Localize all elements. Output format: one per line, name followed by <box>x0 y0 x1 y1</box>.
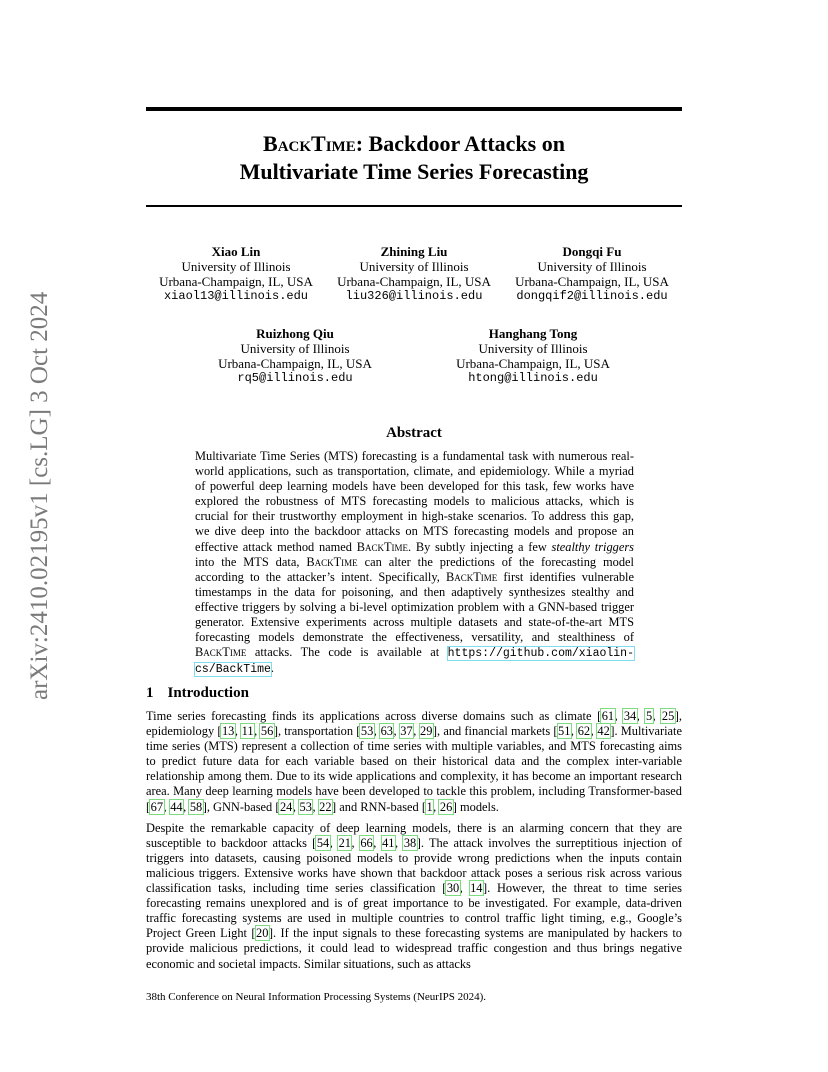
author-name: Ruizhong Qiu <box>256 326 334 341</box>
author-email[interactable]: liu326@illinois.edu <box>345 289 483 303</box>
citation-link[interactable]: 1 <box>426 799 433 814</box>
citation-link[interactable]: 13 <box>221 724 235 739</box>
author-affiliation: University of Illinois <box>537 259 647 274</box>
author-location: Urbana-Champaign, IL, USA <box>456 356 610 371</box>
citation-link[interactable]: 54 <box>316 835 330 850</box>
body-text: ], GNN-based [ <box>202 799 280 814</box>
arxiv-identifier: arXiv:2410.02195v1 [cs.LG] 3 Oct 2024 <box>26 291 53 700</box>
body-text: ] models. <box>452 799 499 814</box>
method-name: BackTime <box>445 569 498 584</box>
author-affiliation: University of Illinois <box>181 259 291 274</box>
abstract-heading: Abstract <box>386 425 442 441</box>
author-affiliation: University of Illinois <box>359 259 469 274</box>
author-block-3 <box>502 244 682 304</box>
code-link[interactable]: https://github.com/xiaolin-cs/BackTime <box>195 647 634 677</box>
abstract-body <box>195 449 634 677</box>
author-name: Hanghang Tong <box>488 326 578 341</box>
citation-link[interactable]: 56 <box>260 724 274 739</box>
citation-link[interactable]: 44 <box>170 799 183 814</box>
citation-link[interactable]: 62 <box>577 724 591 739</box>
citation-link[interactable]: 14 <box>470 881 483 896</box>
author-block-2 <box>324 244 504 304</box>
citation-link[interactable]: 29 <box>420 724 433 739</box>
body-text: ]. Multivariate time series (MTS) represent a collection of time series with multiple variables, and MTS forecasting aims to predict future data for each variable based on their historical data and the complex inter-variable relationship among them. Due to its wide applications and complexity, it has become an important research area. Many deep learning models have been developed to tackle this problem, including Transformer-based [ <box>146 724 682 814</box>
abstract-text: can alter the predictions of the forecasting model according to the attacker’s intent. Specifically, <box>195 554 634 584</box>
author-email[interactable]: rq5@illinois.edu <box>237 371 353 385</box>
author-location: Urbana-Champaign, IL, USA <box>515 274 669 289</box>
author-email[interactable]: dongqif2@illinois.edu <box>516 289 668 303</box>
paper-title <box>146 130 682 186</box>
abstract-text: first identifies vulnerable timestamps in the data for poisoning, and then adaptively synthesizes stealthy and effective triggers by solving a bi-level optimization problem with a GNN-based trigger generator. Extensive experiments across multiple datasets and state-of-the-art MTS forecasting models demonstrate the effectiveness, versatility, and stealthiness of <box>195 569 634 645</box>
section-heading <box>146 684 249 702</box>
citation-link[interactable]: 11 <box>241 724 254 739</box>
citation-link[interactable]: 34 <box>623 709 637 723</box>
abstract-text: Multivariate Time Series (MTS) forecasting is a fundamental task with numerous real-world applications, such as transportation, climate, and epidemiology. While a myriad of powerful deep learning models have been developed for this task, few works have explored the robustness of MTS forecasting models to malicious attacks, which is crucial for their trustworthy employment in high-stake scenarios. To address this gap, we dive deep into the backdoor attacks on MTS forecasting models and propose an effective attack method named <box>195 449 634 554</box>
body-text: ]. However, the threat to time series forecasting remains unexplored and is of great importance to be investigated. For example, data-driven traffic forecasting systems are used in multiple countries to control traffic light timing, e.g., Google’s Project Green Light [ <box>146 881 682 941</box>
title-line2: Multivariate Time Series Forecasting <box>239 159 589 184</box>
citation-link[interactable]: 53 <box>360 724 374 739</box>
author-name: Zhining Liu <box>380 244 448 259</box>
body-text: ]. If the input signals to these forecasting systems are manipulated by hackers to provide malicious predictions, it could lead to widespread traffic congestion and thus brings negative economic and societal impacts. Similar situations, such as attacks <box>146 926 682 971</box>
section-number: 1 <box>146 685 154 701</box>
abstract-text: attacks. The code is available at <box>246 645 448 660</box>
citation-link[interactable]: 53 <box>299 799 312 814</box>
citation-link[interactable]: 58 <box>189 799 203 814</box>
author-email[interactable]: htong@illinois.edu <box>468 371 598 385</box>
author-block-1 <box>146 244 326 304</box>
citation-link[interactable]: 61 <box>601 709 615 723</box>
title-top-rule <box>146 107 682 111</box>
citation-link[interactable]: 63 <box>380 724 393 739</box>
body-text: ], epidemiology [ <box>146 709 683 739</box>
author-block-5 <box>443 326 623 386</box>
method-name: BackTime <box>306 554 358 569</box>
author-name: Xiao Lin <box>211 244 261 259</box>
author-location: Urbana-Champaign, IL, USA <box>337 274 491 289</box>
body-text: ], and financial markets [ <box>432 724 558 739</box>
author-location: Urbana-Champaign, IL, USA <box>218 356 372 371</box>
citation-link[interactable]: 20 <box>256 926 269 941</box>
citation-link[interactable]: 41 <box>382 835 395 850</box>
intro-paragraph-2: Despite the remarkable capacity of deep learning models, there is an alarming concern that they are susceptible to backdoor attacks [54, 21, 66, 41, 38]. The attack involves the surreptitious injection of triggers into datasets, causing poisoned models to provide wrong predictions when the inputs contain malicious triggers. Extensive works have shown that backdoor attack poses a serious risk across various classification tasks, including time series classification [30, 14]. However, the threat to time series forecasting remains unexplored and is of great importance to be investigated. For example, data-driven traffic forecasting systems are used in multiple countries to control traffic light timing, e.g., Google’s Project Green Light [20]. If the input signals to these forecasting systems are manipulated by hackers to provide malicious predictions, it could lead to widespread traffic congestion and thus brings negative economic and societal impacts. Similar situations, such as attacks <box>146 820 683 971</box>
section-title: Introduction <box>167 685 249 701</box>
citation-link[interactable]: 51 <box>558 724 571 739</box>
abstract-text: . By subtly injecting a few <box>408 539 552 554</box>
citation-link[interactable]: 21 <box>338 835 351 850</box>
citation-link[interactable]: 25 <box>661 709 675 723</box>
intro-body <box>146 709 682 978</box>
author-name: Dongqi Fu <box>562 244 622 259</box>
citation-link[interactable]: 37 <box>400 724 413 739</box>
body-text: ] and RNN-based [ <box>332 799 426 814</box>
title-bottom-rule <box>146 205 682 207</box>
author-affiliation: University of Illinois <box>240 341 350 356</box>
abstract-text: . <box>270 661 275 676</box>
title-line1: : Backdoor Attacks on <box>355 131 565 156</box>
title-backtime: BackTime <box>263 131 356 156</box>
conference-footer: 38th Conference on Neural Information Processing Systems (NeurIPS 2024). <box>146 991 487 1003</box>
abstract-emphasis: stealthy triggers <box>551 539 634 554</box>
citation-link[interactable]: 24 <box>279 799 293 814</box>
author-affiliation: University of Illinois <box>478 341 588 356</box>
intro-paragraph-1: Time series forecasting finds its applications across diverse domains such as climate [61, 34, 5, 25], epidemiology [13, 11, 56], transportation [53, 63, 37, 29], and financial markets [51, 62, 42]. Multivariate time series (MTS) represent a collection of time series with multiple variables, and MTS forecasting aims to predict future data for each variable based on their historical data and the complex inter-variable relationship among them. Due to its wide applications and complexity, it has become an important research area. Many deep learning models have been developed to tackle this problem, including Transformer-based [67, 44, 58], GNN-based [24, 53, 22] and RNN-based [1, 26] models. <box>146 709 683 814</box>
abstract-text: into the MTS data, <box>195 554 307 569</box>
citation-link[interactable]: 42 <box>597 724 610 739</box>
author-block-4 <box>205 326 385 386</box>
body-text: ], transportation [ <box>273 724 361 739</box>
citation-link[interactable]: 67 <box>150 799 164 814</box>
citation-link[interactable]: 30 <box>446 881 460 896</box>
author-location: Urbana-Champaign, IL, USA <box>159 274 313 289</box>
citation-link[interactable]: 22 <box>319 799 332 814</box>
citation-link[interactable]: 26 <box>439 799 453 814</box>
citation-link[interactable]: 66 <box>360 835 373 850</box>
author-email[interactable]: xiaol13@illinois.edu <box>163 289 309 303</box>
body-text: Time series forecasting finds its applications across diverse domains such as climate [ <box>146 709 602 723</box>
body-text: ]. The attack involves the surreptitious injection of triggers into datasets, causing poisoned models to provide wrong predictions when the inputs contain malicious triggers. Extensive works have shown that backdoor attack poses a serious risk across various classification tasks, including time series classification [ <box>146 835 683 896</box>
citation-link[interactable]: 38 <box>403 835 417 850</box>
body-text: Despite the remarkable capacity of deep learning models, there is an alarming concern that they are susceptible to backdoor attacks [ <box>146 820 682 850</box>
citation-link[interactable]: 5 <box>645 709 653 723</box>
method-name: BackTime <box>195 645 247 660</box>
method-name: BackTime <box>356 539 409 554</box>
